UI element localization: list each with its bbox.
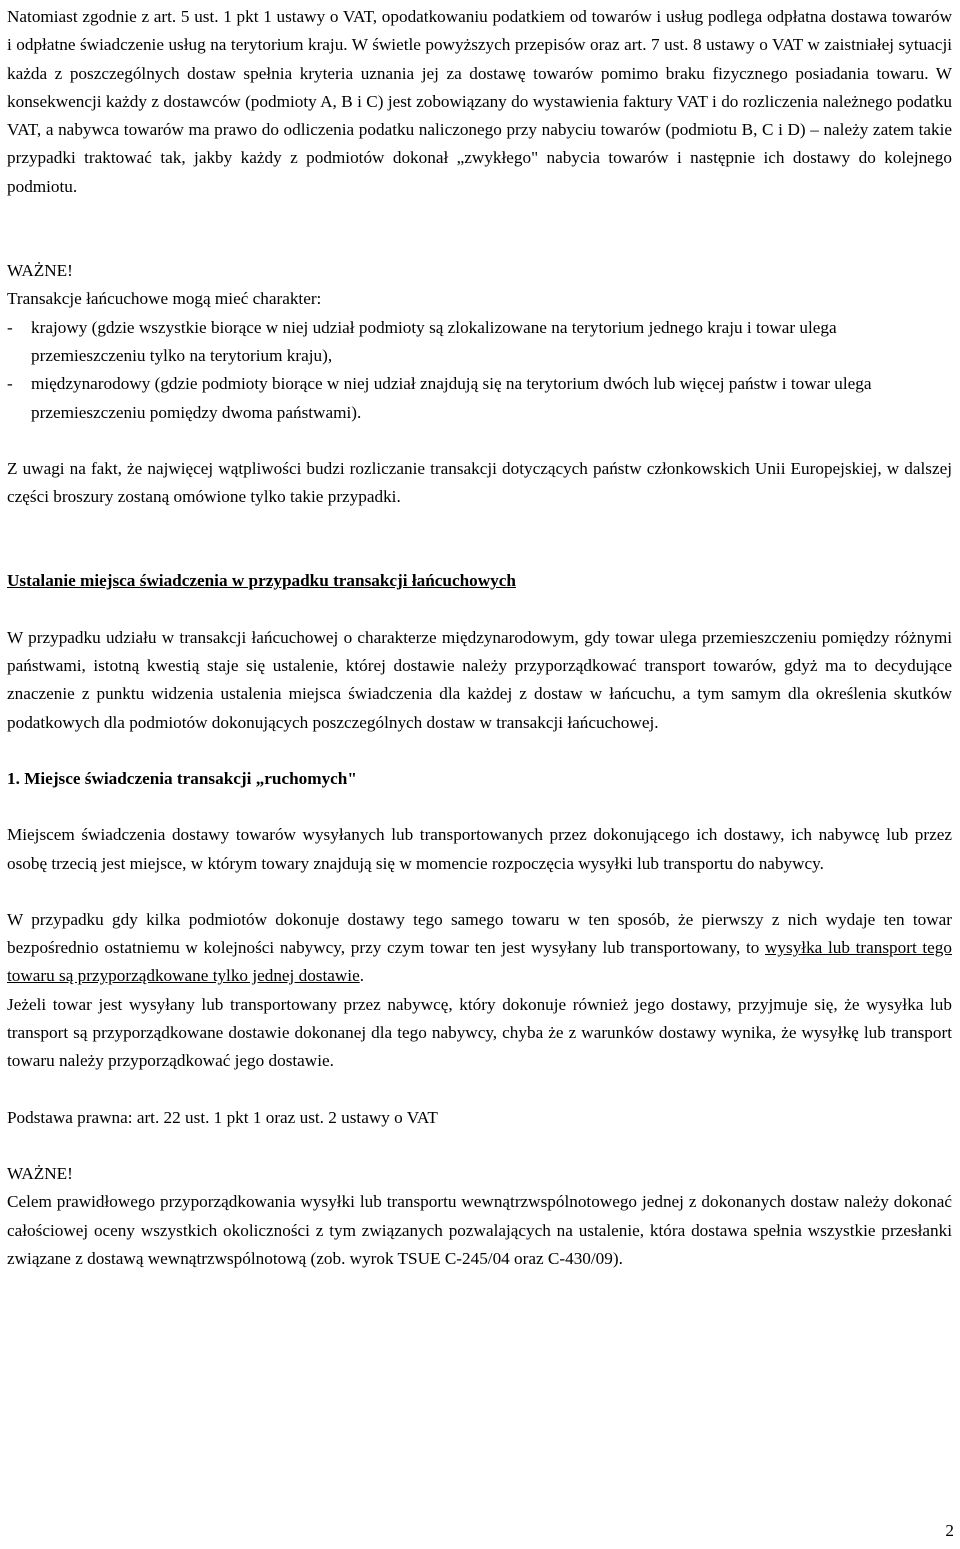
legal-basis: Podstawa prawna: art. 22 ust. 1 pkt 1 oraz ust. 2 ustawy o VAT xyxy=(7,1107,438,1127)
section-heading: Ustalanie miejsca świadczenia w przypadku transakcji łańcuchowych xyxy=(7,571,516,591)
several-text: W przypadku gdy kilka podmiotów dokonuje dostawy tego samego towaru w ten sposób, że pierwszy z nich wydaje ten towar bezpośrednio ostatniemu w kolejności nabywcy, przy czym towar ten jest wysyłany lub transportowany, to xyxy=(7,909,952,958)
paragraph-eu: Z uwagi na fakt, że najwięcej wątpliwości budzi rozliczanie transakcji dotyczących państw członkowskich Unii Europejskiej, w dalszej części broszury zostaną omówione tylko takie przypadki. xyxy=(7,458,952,507)
paragraph-place: Miejscem świadczenia dostawy towarów wysyłanych lub transportowanych przez dokonującego ich dostawy, ich nabywcę lub przez osobę trzecią jest miejsce, w którym towary znajdują się w momencie rozpoczęcia wysyłki lub transportu do nabywcy. xyxy=(7,825,952,873)
underlined-rule: wysyłka lub transport tego towaru są przyporządkowane tylko jednej dostawie xyxy=(7,938,952,986)
paragraph-section: W przypadku udziału w transakcji łańcuchowej o charakterze międzynarodowym, gdy towar ulega przemieszczeniu pomiędzy różnymi państwami, istotną kwestią staje się ustalenie, której dostawie należy przyporządkować transport towarów, gdyż ma to decydujące znaczenie z punktu widzenia ustalenia miejsca świadczenia dla każdej z dostaw w łańcuchu, a tym samym dla określenia skutków podatkowych dla podmiotów dokonujących poszczególnych dostaw w transakcji łańcuchowej. xyxy=(7,627,952,732)
paragraph-intro: Natomiast zgodnie z art. 5 ust. 1 pkt 1 ustawy o VAT, opodatkowaniu podatkiem od towarów i usług podlega odpłatna dostawa towarów i odpłatne świadczenie usług na terytorium kraju. W świetle powyższych przepisów oraz art. 7 ust. 8 ustawy o VAT w zaistniałej sytuacji każda z poszczególnych dostaw spełnia kryteria uznania jej za dostawę towarów pomimo braku fizycznego posiadania towaru. W konsekwencji każdy z dostawców (podmioty A, B i C) jest zobowiązany do wystawienia faktury VAT i do rozliczenia należnego podatku VAT, a nabywca towarów ma prawo do odliczenia podatku naliczonego przy nabyciu towarów (podmiotu B, C i D) – należy zatem takie przypadki traktować tak, jakby każdy z podmiotów dokonał „zwykłego" nabycia towarów i następnie ich dostawy do kolejnego podmiotu. xyxy=(7,7,952,196)
list-item-text: międzynarodowy (gdzie podmioty biorące w niej udział znajdują się na terytorium dwóch lub więcej państw i towar ulega przemieszczeniu pomiędzy dwoma państwami). xyxy=(31,374,872,422)
important-label-1: WAŻNE! xyxy=(7,261,73,281)
list-dash: - xyxy=(7,374,13,394)
several-end: . xyxy=(359,966,365,986)
list-item xyxy=(7,314,952,371)
paragraph-several xyxy=(7,906,952,991)
list-dash: - xyxy=(7,317,13,337)
important-intro: Transakcje łańcuchowe mogą mieć charakter: xyxy=(7,289,322,309)
subheading: 1. Miejsce świadczenia transakcji „ruchomych" xyxy=(7,768,357,788)
important-label-2: WAŻNE! xyxy=(7,1163,73,1183)
list-item xyxy=(7,370,952,427)
document-page xyxy=(7,3,952,1273)
page-number: 2 xyxy=(945,1521,954,1540)
paragraph-important-2: Celem prawidłowego przyporządkowania wysyłki lub transportu wewnątrzwspólnotowego jednej z dokonanych dostaw należy dokonać całościowej oceny wszystkich okoliczności z tym związanych pozwalających na ustalenie, która dostawa spełnia wszystkie przesłanki związane z dostawą wewnątrzwspólnotową (zob. wyrok TSUE C-245/04 oraz C-430/09). xyxy=(7,1192,952,1268)
paragraph-buyer: Jeżeli towar jest wysyłany lub transportowany przez nabywcę, który dokonuje również jego dostawy, przyjmuje się, że wysyłka lub transport są przyporządkowane dostawie dokonanej dla tego nabywcy, chyba że z warunków dostawy wynika, że wysyłkę lub transport towaru należy przyporządkować jego dostawie. xyxy=(7,994,952,1071)
list-item-text: krajowy (gdzie wszystkie biorące w niej udział podmioty są zlokalizowane na terytorium jednego kraju i towar ulega przemieszczeniu tylko na terytorium kraju), xyxy=(31,317,837,365)
